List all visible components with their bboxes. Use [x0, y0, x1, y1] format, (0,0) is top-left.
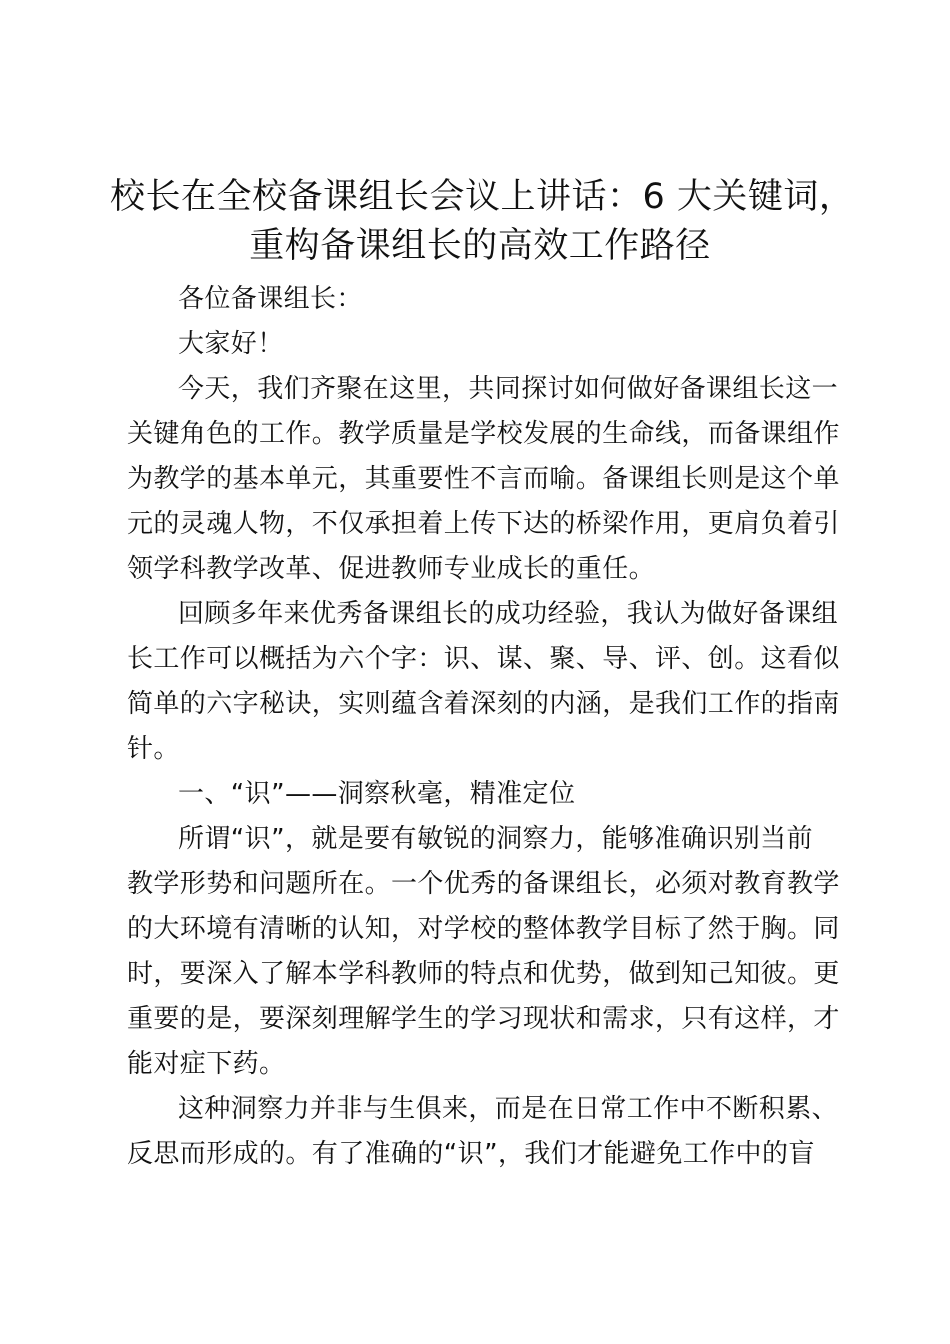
paragraph-line: 今天，我们齐聚在这里，共同探讨如何做好备课组长这一 [178, 374, 839, 404]
paragraph-line: 关键角色的工作。教学质量是学校发展的生命线，而备课组作 [127, 419, 840, 449]
greeting: 大家好！ [178, 329, 284, 359]
paragraph-line: 回顾多年来优秀备课组长的成功经验，我认为做好备课组 [178, 599, 839, 629]
paragraph-line: 所谓“识”，就是要有敏锐的洞察力，能够准确识别当前 [178, 824, 813, 854]
section-heading: 一、“识”——洞察秋毫，精准定位 [178, 779, 576, 809]
paragraph-line: 元的灵魂人物，不仅承担着上传下达的桥梁作用，更肩负着引 [127, 509, 840, 539]
paragraph-line: 反思而形成的。有了准确的“识”，我们才能避免工作中的盲 [127, 1139, 815, 1169]
paragraph-line: 领学科教学改革、促进教师专业成长的重任。 [127, 554, 656, 584]
paragraph-line: 为教学的基本单元，其重要性不言而喻。备课组长则是这个单 [127, 464, 840, 494]
paragraph-line: 教学形势和问题所在。一个优秀的备课组长，必须对教育教学 [127, 869, 840, 899]
paragraph-line: 长工作可以概括为六个字：识、谋、聚、导、评、创。这看似 [127, 644, 840, 674]
document-title-line-2: 重构备课组长的高效工作路径 [249, 226, 711, 266]
paragraph-line: 的大环境有清晰的认知，对学校的整体教学目标了然于胸。同 [127, 914, 840, 944]
paragraph-line: 针。 [127, 734, 180, 764]
salutation: 各位备课组长： [178, 284, 363, 314]
document-title-line-1: 校长在全校备课组长会议上讲话：6 大关键词， [110, 177, 855, 217]
paragraph-line: 这种洞察力并非与生俱来，而是在日常工作中不断积累、 [178, 1094, 839, 1124]
paragraph-line: 时，要深入了解本学科教师的特点和优势，做到知己知彼。更 [127, 959, 840, 989]
paragraph-line: 能对症下药。 [127, 1049, 286, 1079]
paragraph-line: 重要的是，要深刻理解学生的学习现状和需求，只有这样，才 [127, 1004, 840, 1034]
paragraph-line: 简单的六字秘诀，实则蕴含着深刻的内涵，是我们工作的指南 [127, 689, 840, 719]
